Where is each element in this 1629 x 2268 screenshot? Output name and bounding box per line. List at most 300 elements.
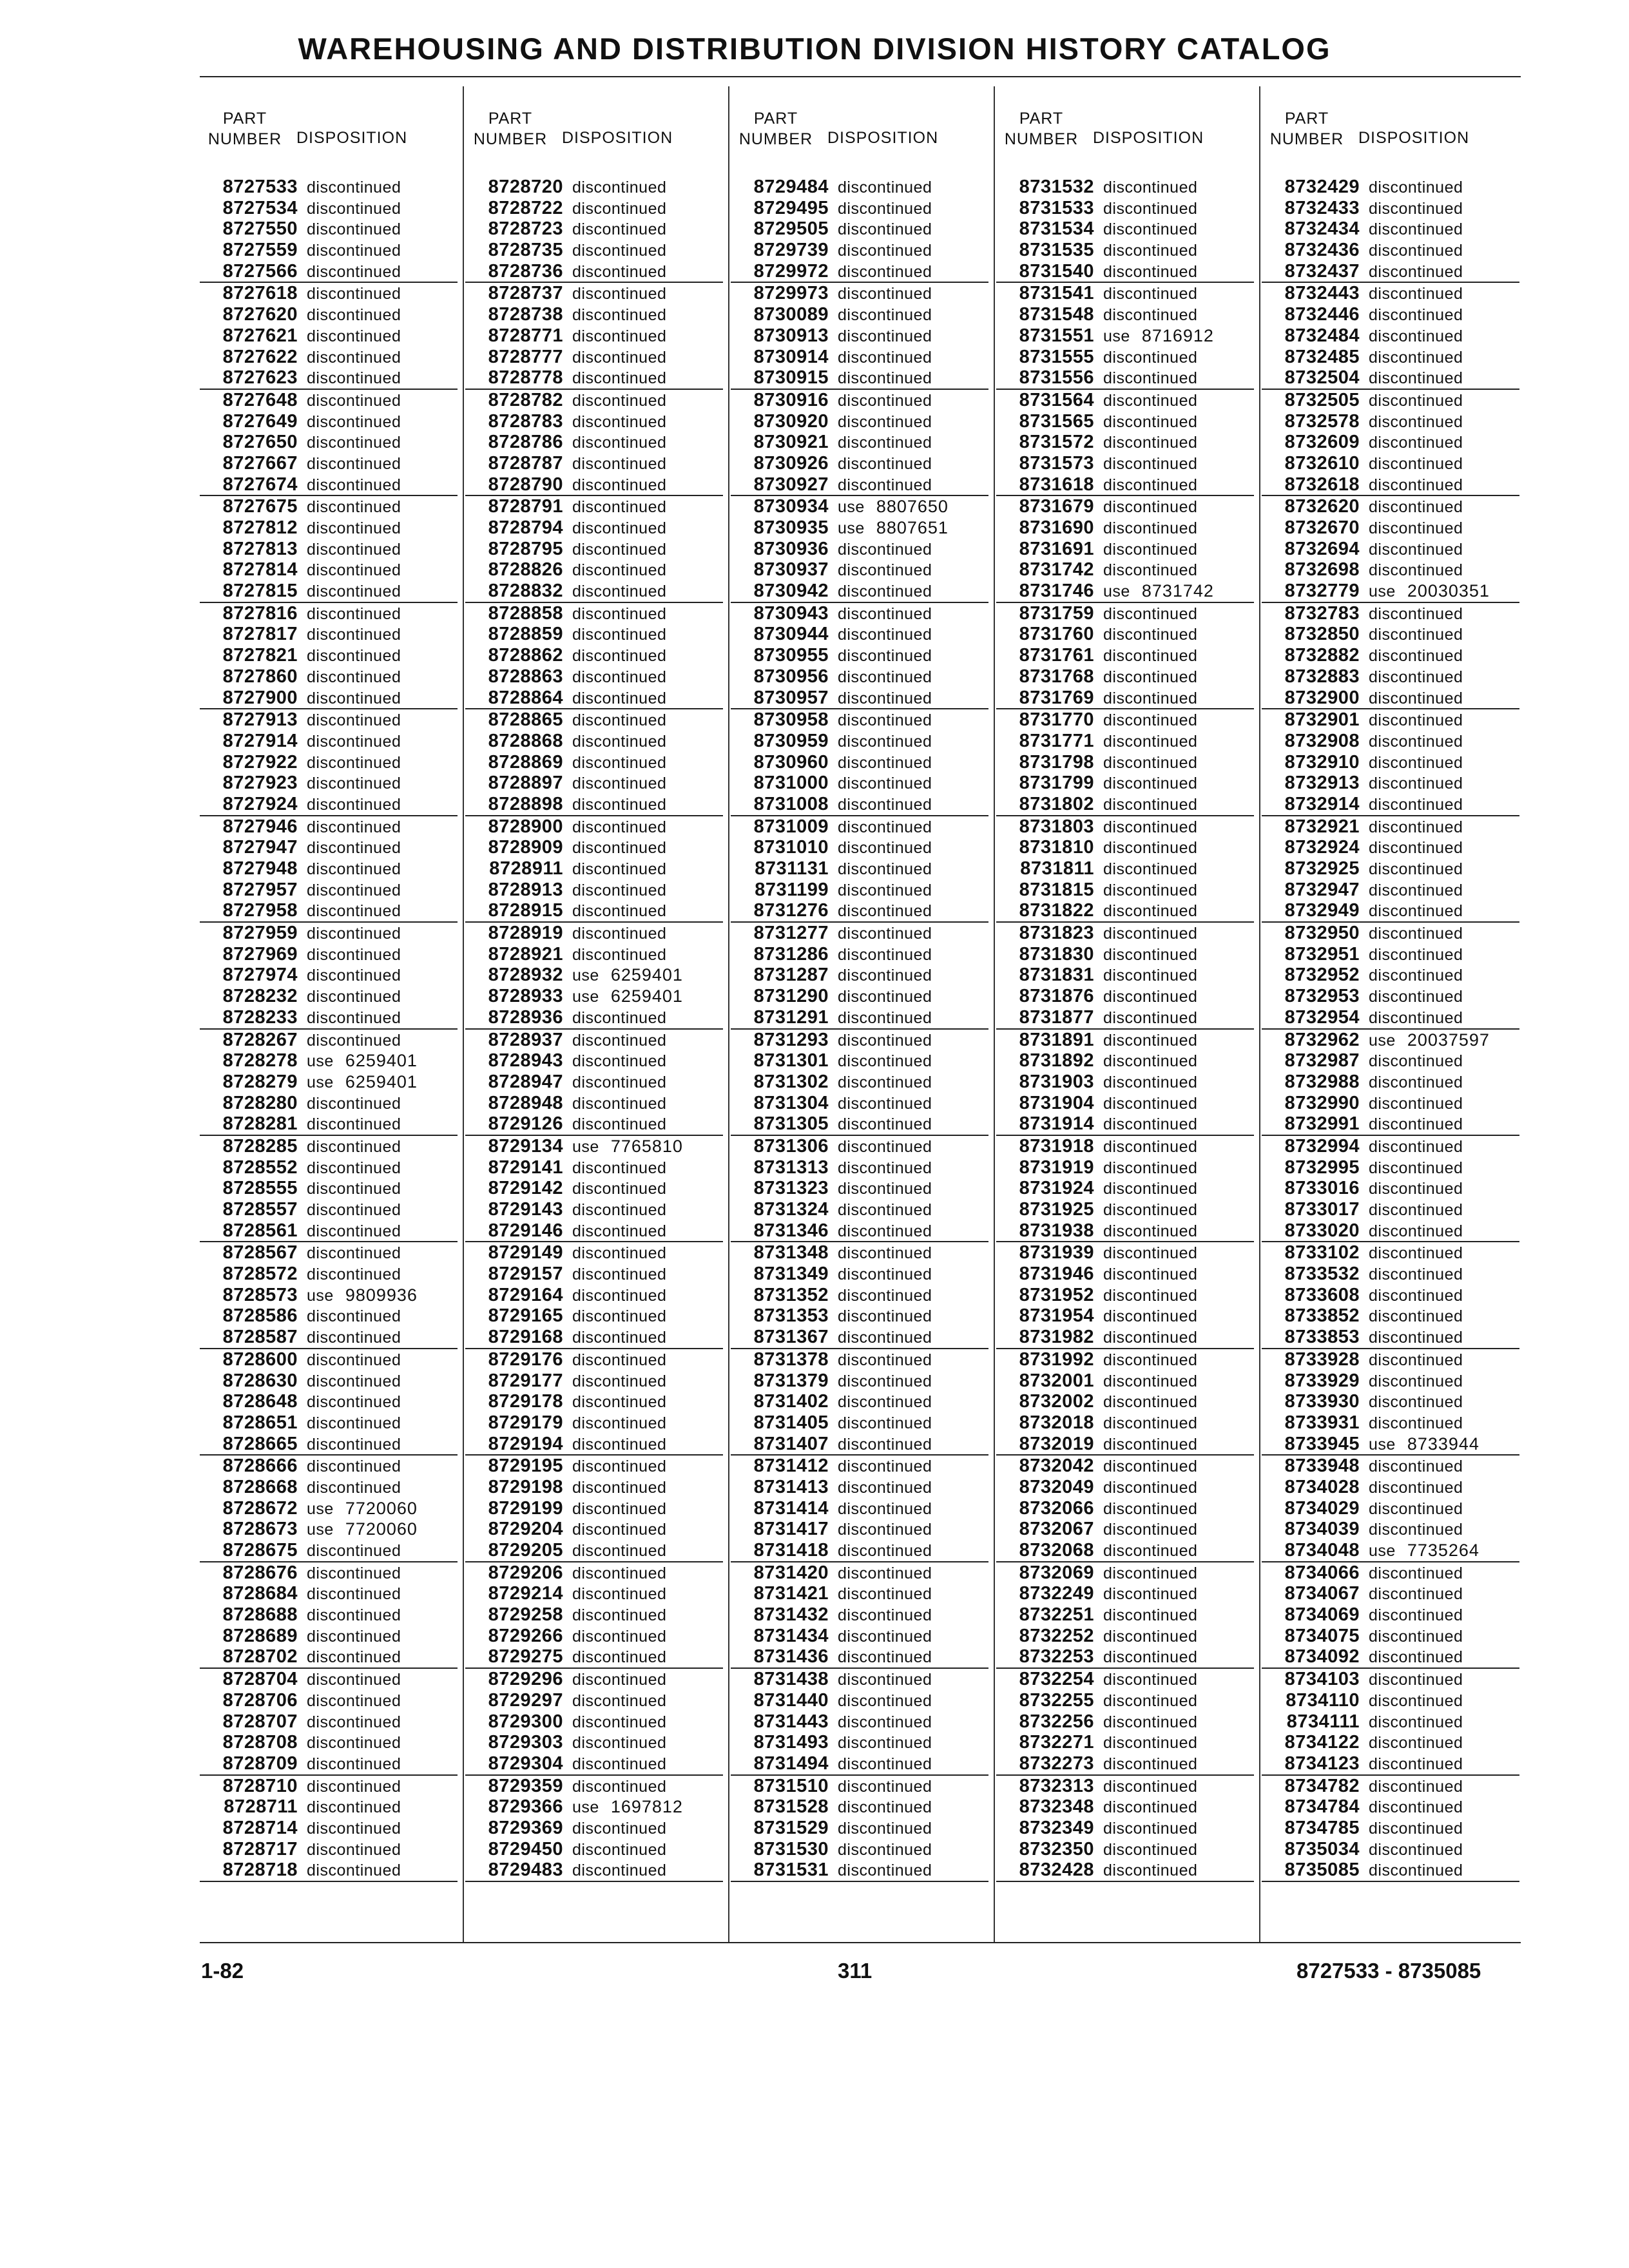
catalog-entry	[200, 986, 458, 1007]
part-number: 8733930	[1284, 1391, 1360, 1412]
disposition: discontinued	[838, 540, 932, 559]
disposition: discontinued	[1103, 1478, 1198, 1497]
catalog-entry	[465, 794, 723, 816]
catalog-entry	[1262, 347, 1519, 368]
disposition: discontinued	[1103, 988, 1198, 1006]
catalog-entry	[465, 474, 723, 497]
part-number: 8730089	[753, 304, 829, 325]
catalog-entry	[996, 1839, 1254, 1860]
part-number: 8729275	[488, 1646, 563, 1667]
catalog-entry	[731, 1796, 988, 1818]
catalog-entry	[200, 731, 458, 752]
part-number: 8732429	[1284, 177, 1360, 197]
catalog-entry	[200, 858, 458, 879]
part-number: 8731529	[753, 1817, 829, 1838]
part-number: 8727618	[222, 283, 298, 304]
part-number: 8729973	[753, 283, 829, 304]
catalog-entry	[731, 773, 988, 794]
disposition: discontinued	[572, 902, 667, 921]
part-number: 8727621	[222, 325, 298, 346]
part-number: 8731407	[753, 1433, 829, 1454]
catalog-entry	[465, 453, 723, 474]
catalog-entry	[996, 367, 1254, 390]
disposition: discontinued	[1369, 988, 1463, 1006]
catalog-entry	[996, 1199, 1254, 1220]
disposition: discontinued	[572, 1073, 667, 1091]
disposition: discontinued	[838, 1798, 932, 1817]
disposition: discontinued	[1369, 647, 1463, 666]
part-number: 8731313	[753, 1157, 829, 1178]
catalog-entry	[996, 432, 1254, 453]
disposition: discontinued	[572, 1115, 667, 1134]
part-number: 8732783	[1284, 602, 1360, 624]
part-number: 8732954	[1284, 1006, 1360, 1028]
disposition: discontinued	[838, 795, 932, 814]
disposition: discontinued	[1103, 1008, 1198, 1027]
replacement-part-number: 8807651	[876, 518, 949, 537]
disposition: discontinued	[572, 391, 667, 410]
disposition: discontinued	[307, 774, 401, 793]
footer-date: 1-82	[201, 1959, 244, 1983]
disposition: discontinued	[1369, 498, 1463, 517]
catalog-entry	[465, 773, 723, 794]
disposition: discontinued	[307, 988, 401, 1006]
catalog-entry	[1262, 1050, 1519, 1072]
catalog-entry	[996, 1732, 1254, 1753]
disposition: discontinued	[307, 1691, 401, 1710]
disposition: discontinued	[307, 1713, 401, 1731]
catalog-entry	[465, 304, 723, 325]
part-number: 8731877	[1019, 1006, 1094, 1028]
catalog-entry	[1262, 752, 1519, 773]
catalog-entry	[1262, 1626, 1519, 1647]
part-number: 8728943	[488, 1050, 563, 1072]
disposition: use	[572, 966, 599, 985]
catalog-entry	[996, 1456, 1254, 1477]
disposition: discontinued	[307, 1777, 401, 1796]
disposition: discontinued	[307, 1734, 401, 1753]
disposition: discontinued	[307, 604, 401, 623]
disposition: discontinued	[1103, 561, 1198, 580]
disposition: discontinued	[1369, 1180, 1463, 1198]
catalog-entry	[465, 752, 723, 773]
part-number: 8729258	[488, 1604, 563, 1626]
catalog-entry	[465, 923, 723, 944]
disposition: discontinued	[838, 1521, 932, 1539]
part-number: 8732850	[1284, 624, 1360, 645]
disposition: discontinued	[1369, 1754, 1463, 1773]
disposition: discontinued	[1103, 1754, 1198, 1773]
catalog-entry	[731, 261, 988, 284]
disposition: discontinued	[1369, 199, 1463, 218]
disposition: discontinued	[307, 1819, 401, 1838]
disposition: discontinued	[1103, 774, 1198, 793]
part-number: 8728665	[222, 1433, 298, 1454]
catalog-entry	[1262, 687, 1519, 710]
catalog-entry	[731, 794, 988, 816]
catalog-entry	[996, 390, 1254, 411]
part-number: 8731010	[753, 837, 829, 858]
catalog-entry	[465, 1007, 723, 1030]
catalog-entry	[1262, 1305, 1519, 1327]
catalog-entry	[1262, 1370, 1519, 1392]
disposition: discontinued	[572, 454, 667, 473]
part-number: 8732949	[1284, 900, 1360, 921]
part-number: 8728900	[488, 816, 563, 837]
part-number: 8729165	[488, 1305, 563, 1327]
part-number: 8727675	[222, 496, 298, 517]
disposition: discontinued	[1369, 1521, 1463, 1539]
part-number: 8729214	[488, 1583, 563, 1604]
catalog-entry	[465, 1626, 723, 1647]
disposition: discontinued	[838, 668, 932, 686]
catalog-entry	[200, 752, 458, 773]
part-number: 8727913	[222, 709, 298, 731]
part-number: 8732910	[1284, 751, 1360, 773]
catalog-entry	[1262, 923, 1519, 944]
catalog-entry	[1262, 1093, 1519, 1114]
catalog-entry	[1262, 1646, 1519, 1669]
disposition: discontinued	[838, 1414, 932, 1432]
part-number: 8732484	[1284, 325, 1360, 346]
disposition: discontinued	[1369, 1222, 1463, 1240]
disposition: discontinued	[307, 1372, 401, 1390]
part-number: 8732485	[1284, 346, 1360, 367]
catalog-entry	[731, 347, 988, 368]
part-number: 8731769	[1019, 687, 1094, 708]
catalog-entry	[200, 496, 458, 517]
part-number: 8729739	[753, 240, 829, 261]
disposition: discontinued	[838, 1180, 932, 1198]
disposition: discontinued	[838, 1691, 932, 1710]
disposition: discontinued	[1103, 1265, 1198, 1284]
catalog-entry	[200, 645, 458, 666]
part-number: 8729483	[488, 1860, 563, 1881]
catalog-entry	[996, 1327, 1254, 1349]
catalog-entry	[996, 1626, 1254, 1647]
catalog-entry	[731, 879, 988, 901]
catalog-entry	[731, 1220, 988, 1243]
part-number: 8730960	[753, 751, 829, 773]
part-number: 8729176	[488, 1349, 563, 1370]
disposition: discontinued	[1103, 220, 1198, 239]
part-number: 8732991	[1284, 1113, 1360, 1135]
disposition: discontinued	[1369, 1627, 1463, 1646]
part-number: 8730913	[753, 325, 829, 346]
catalog-entry	[465, 539, 723, 560]
catalog-entry	[731, 1498, 988, 1519]
part-number: 8732504	[1284, 367, 1360, 389]
catalog-entry	[996, 965, 1254, 986]
disposition: discontinued	[572, 732, 667, 751]
catalog-entry	[731, 709, 988, 731]
part-number: 8731746	[1019, 581, 1094, 602]
replacement-part-number: 6259401	[345, 1072, 418, 1091]
catalog-entry	[731, 474, 988, 497]
disposition: discontinued	[1103, 795, 1198, 814]
disposition: discontinued	[307, 1457, 401, 1476]
part-number: 8729505	[753, 218, 829, 240]
catalog-entry	[996, 923, 1254, 944]
disposition: discontinued	[838, 1393, 932, 1412]
catalog-entry	[200, 1327, 458, 1349]
header-part-number: PART NUMBER	[1004, 110, 1079, 148]
part-number: 8727900	[222, 687, 298, 708]
part-number: 8728868	[488, 730, 563, 751]
catalog-entry	[996, 837, 1254, 858]
disposition: discontinued	[307, 348, 401, 367]
catalog-entry	[200, 624, 458, 645]
catalog-entry	[996, 177, 1254, 198]
catalog-entry	[465, 198, 723, 219]
part-number: 8729300	[488, 1711, 563, 1732]
disposition: discontinued	[572, 647, 667, 666]
catalog-column-3	[731, 86, 988, 1942]
catalog-entry	[200, 411, 458, 432]
catalog-entry	[996, 603, 1254, 624]
part-number: 8731760	[1019, 624, 1094, 645]
part-number: 8728689	[222, 1625, 298, 1646]
part-number: 8728911	[489, 858, 563, 879]
catalog-entry	[200, 1796, 458, 1818]
catalog-entry	[731, 1391, 988, 1412]
part-number: 8732609	[1284, 432, 1360, 453]
catalog-column-1	[200, 86, 458, 1942]
part-number: 8731532	[1019, 177, 1094, 197]
disposition: discontinued	[1369, 1350, 1463, 1369]
part-number: 8729369	[488, 1817, 563, 1838]
catalog-entry	[465, 367, 723, 390]
catalog-entry	[1262, 1562, 1519, 1584]
catalog-entry	[1262, 944, 1519, 965]
disposition: discontinued	[838, 1648, 932, 1667]
catalog-entry	[1262, 900, 1519, 923]
catalog-entry	[731, 986, 988, 1007]
catalog-entry	[200, 218, 458, 240]
column-header	[200, 93, 458, 157]
part-number: 8732446	[1284, 304, 1360, 325]
part-number: 8729179	[488, 1412, 563, 1433]
disposition: discontinued	[307, 1180, 401, 1198]
part-number: 8729303	[488, 1732, 563, 1753]
catalog-entry	[1262, 367, 1519, 390]
disposition: discontinued	[307, 391, 401, 410]
catalog-entry	[200, 325, 458, 347]
part-number: 8732349	[1019, 1817, 1094, 1838]
catalog-entry	[200, 1030, 458, 1051]
catalog-entry	[1262, 1242, 1519, 1264]
part-number: 8731494	[753, 1753, 829, 1774]
catalog-entry	[731, 645, 988, 666]
replacement-part-number: 8731742	[1141, 581, 1214, 601]
part-number: 8731199	[755, 879, 829, 900]
disposition: discontinued	[1369, 1265, 1463, 1284]
part-number: 8728232	[222, 986, 298, 1007]
catalog-entry	[465, 1072, 723, 1093]
catalog-entry	[465, 1498, 723, 1519]
replacement-part-number: 7720060	[345, 1519, 418, 1539]
catalog-entry	[200, 923, 458, 944]
part-number: 8732042	[1019, 1456, 1094, 1477]
catalog-entry	[1262, 858, 1519, 879]
part-number: 8732049	[1019, 1476, 1094, 1497]
part-number: 8731402	[753, 1391, 829, 1412]
part-number: 8728795	[488, 538, 563, 559]
catalog-entry	[996, 539, 1254, 560]
catalog-entry	[1262, 1818, 1519, 1839]
part-number: 8731919	[1019, 1157, 1094, 1178]
disposition: discontinued	[838, 945, 932, 964]
disposition: discontinued	[572, 604, 667, 623]
part-number: 8733532	[1284, 1264, 1360, 1285]
part-number: 8731414	[753, 1497, 829, 1519]
part-number: 8727649	[222, 410, 298, 432]
part-number: 8727948	[222, 858, 298, 879]
catalog-entry	[465, 731, 723, 752]
catalog-entry	[200, 1264, 458, 1285]
disposition: discontinued	[572, 1478, 667, 1497]
disposition: discontinued	[572, 1713, 667, 1731]
disposition: discontinued	[307, 1158, 401, 1177]
part-number: 8731573	[1019, 452, 1094, 474]
disposition: discontinued	[572, 582, 667, 601]
part-number: 8728600	[222, 1349, 298, 1370]
catalog-entry	[465, 1456, 723, 1477]
catalog-entry	[465, 1220, 723, 1243]
disposition: discontinued	[1369, 348, 1463, 367]
disposition: discontinued	[1369, 1244, 1463, 1263]
disposition: discontinued	[1103, 1393, 1198, 1412]
replacement-part-number: 7720060	[345, 1498, 418, 1518]
disposition: discontinued	[307, 795, 401, 814]
catalog-entry	[996, 773, 1254, 794]
disposition: discontinued	[1369, 1734, 1463, 1753]
disposition: discontinued	[1369, 306, 1463, 325]
part-number: 8731432	[753, 1604, 829, 1626]
disposition: discontinued	[1103, 1372, 1198, 1390]
part-number: 8729204	[488, 1519, 563, 1540]
disposition: discontinued	[307, 1222, 401, 1240]
disposition: discontinued	[1103, 966, 1198, 985]
disposition: discontinued	[838, 711, 932, 730]
catalog-entry	[996, 240, 1254, 261]
catalog-entry	[200, 1412, 458, 1434]
catalog-entry	[996, 1305, 1254, 1327]
part-number: 8731810	[1019, 837, 1094, 858]
catalog-entry	[731, 1690, 988, 1711]
catalog-entry	[200, 261, 458, 284]
part-number: 8728791	[488, 496, 563, 517]
replacement-part-number: 7765810	[610, 1136, 683, 1156]
disposition: discontinued	[1369, 561, 1463, 580]
catalog-entry	[200, 198, 458, 219]
catalog-entry	[465, 858, 723, 879]
part-number: 8731618	[1019, 474, 1094, 495]
catalog-entry	[465, 1157, 723, 1178]
catalog-entry	[996, 944, 1254, 965]
catalog-entry	[200, 1220, 458, 1243]
part-number: 8735085	[1284, 1860, 1360, 1881]
disposition: use	[307, 1073, 334, 1091]
catalog-entry	[200, 1178, 458, 1199]
disposition: discontinued	[1103, 1606, 1198, 1625]
disposition: discontinued	[838, 242, 932, 260]
catalog-entry	[465, 1646, 723, 1669]
part-number: 8728738	[488, 304, 563, 325]
part-number: 8732436	[1284, 240, 1360, 261]
disposition: discontinued	[307, 242, 401, 260]
catalog-entry	[731, 559, 988, 581]
part-number: 8728717	[222, 1838, 298, 1860]
disposition: discontinued	[307, 1307, 401, 1326]
part-number: 8734048	[1284, 1540, 1360, 1561]
disposition: discontinued	[1103, 1861, 1198, 1880]
disposition: discontinued	[307, 860, 401, 878]
catalog-entry	[731, 1540, 988, 1562]
column-divider	[994, 86, 995, 1942]
part-number: 8730956	[753, 666, 829, 687]
part-number: 8733017	[1284, 1199, 1360, 1220]
disposition: discontinued	[838, 1222, 932, 1240]
catalog-entry	[731, 1477, 988, 1498]
part-number: 8728862	[488, 645, 563, 666]
catalog-entry	[731, 1178, 988, 1199]
catalog-entry	[731, 1136, 988, 1157]
catalog-column-2	[465, 86, 723, 1942]
catalog-entry	[731, 1007, 988, 1030]
catalog-entry	[996, 1412, 1254, 1434]
part-number: 8729177	[488, 1370, 563, 1391]
disposition: discontinued	[572, 1627, 667, 1646]
catalog-entry	[731, 1753, 988, 1776]
disposition: discontinued	[1103, 1564, 1198, 1582]
catalog-entry	[996, 1434, 1254, 1456]
catalog-entry	[731, 581, 988, 603]
part-number: 8728783	[488, 410, 563, 432]
part-number: 8731768	[1019, 666, 1094, 687]
catalog-entry	[200, 687, 458, 710]
disposition: discontinued	[1103, 454, 1198, 473]
part-number: 8731291	[753, 1006, 829, 1028]
catalog-entry	[465, 1136, 723, 1157]
catalog-entry	[200, 1583, 458, 1604]
disposition: discontinued	[572, 262, 667, 281]
disposition: discontinued	[838, 1861, 932, 1880]
part-number: 8728279	[222, 1071, 298, 1092]
catalog-entry	[996, 986, 1254, 1007]
catalog-entry	[731, 944, 988, 965]
disposition: discontinued	[1103, 434, 1198, 452]
disposition: discontinued	[1369, 242, 1463, 260]
catalog-entry	[200, 453, 458, 474]
catalog-entry	[200, 944, 458, 965]
part-number: 8731876	[1019, 986, 1094, 1007]
disposition: discontinued	[307, 689, 401, 707]
part-number: 8729178	[488, 1391, 563, 1412]
disposition: discontinued	[1103, 1329, 1198, 1347]
catalog-entry	[465, 496, 723, 517]
disposition: discontinued	[838, 262, 932, 281]
part-number: 8728937	[488, 1029, 563, 1050]
catalog-entry	[200, 1349, 458, 1370]
part-number: 8729206	[488, 1562, 563, 1583]
catalog-entry	[996, 1604, 1254, 1626]
disposition: discontinued	[1369, 178, 1463, 197]
disposition: discontinued	[838, 391, 932, 410]
part-number: 8732271	[1019, 1732, 1094, 1753]
catalog-entry	[1262, 1285, 1519, 1306]
catalog-entry	[996, 1818, 1254, 1839]
